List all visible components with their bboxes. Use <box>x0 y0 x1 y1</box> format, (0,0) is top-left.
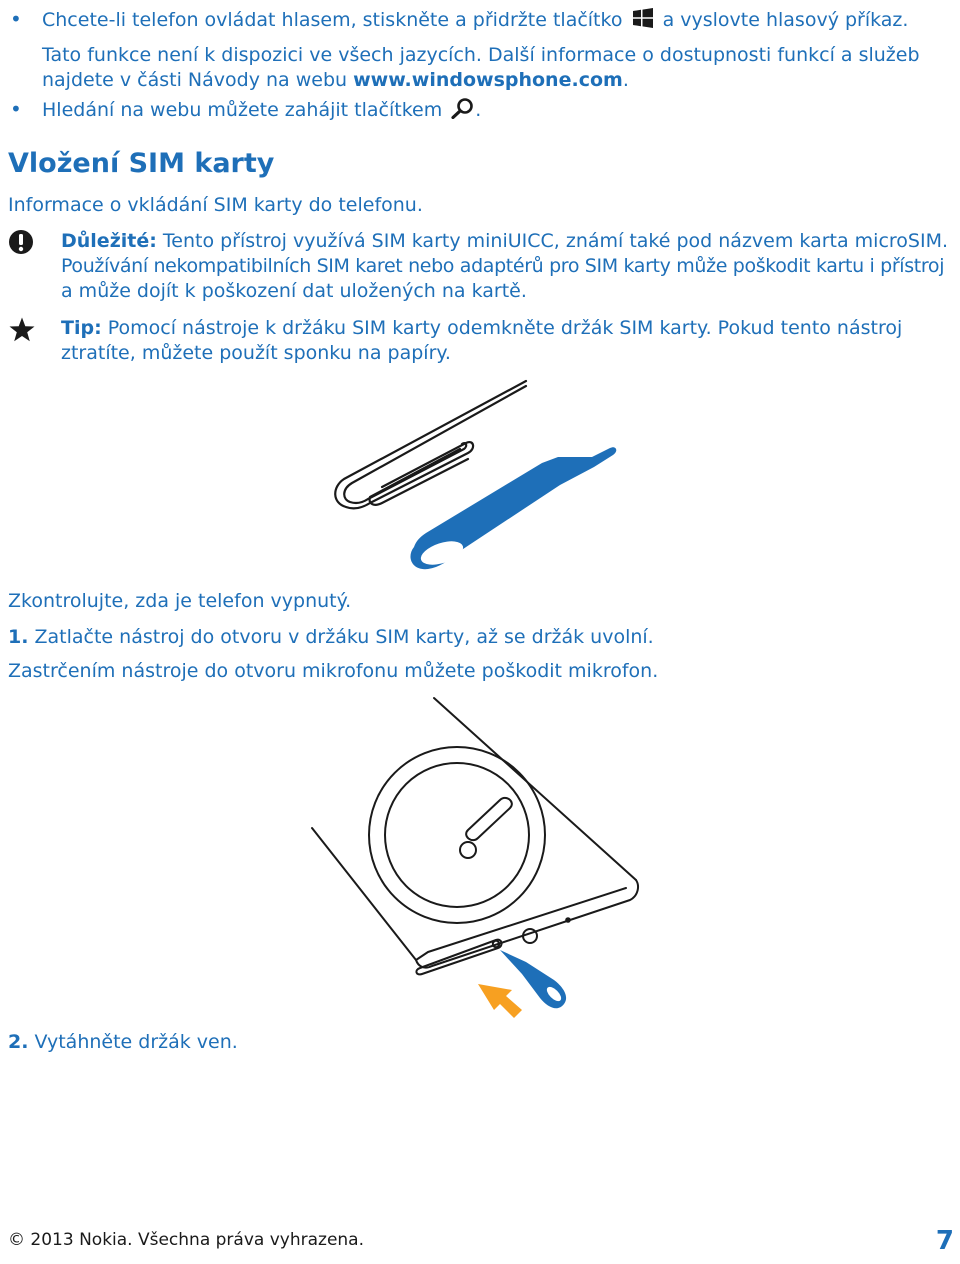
step-1-number: 1. <box>8 626 29 648</box>
voice-text-end: a vyslovte hlasový příkaz. <box>662 9 909 31</box>
windowsphone-link[interactable]: www.windowsphone.com <box>353 69 623 91</box>
bullet-dot: • <box>10 7 22 31</box>
availability-line2-end: . <box>622 69 629 91</box>
important-line2: Používání nekompatibilních SIM karet nebo adaptérů pro SIM karty může poškodit kartu i přístroj <box>61 255 945 277</box>
important-text-1: Tento přístroj využívá SIM karty miniUICC, známí také pod názvem karta microSIM. <box>162 230 949 252</box>
availability-line2 <box>42 68 629 93</box>
important-line1 <box>61 229 948 254</box>
availability-line2-text: najdete v části Návody na webu <box>42 69 354 91</box>
section-intro: Informace o vkládání SIM karty do telefonu. <box>8 194 423 216</box>
phone-edge <box>434 698 636 880</box>
tip-text-1: Pomocí nástroje k držáku SIM karty odemkněte držák SIM karty. Pokud tento nástroj <box>107 317 903 339</box>
tip-line2: ztratíte, můžete použít sponku na papíry. <box>61 342 451 364</box>
windows-icon <box>632 7 654 29</box>
exclamation-icon <box>8 229 34 255</box>
tip-label: Tip: <box>61 317 102 339</box>
important-line3: a může dojít k poškození dat uložených na kartě. <box>61 280 527 302</box>
star-icon <box>8 316 36 344</box>
copyright: © 2013 Nokia. Všechna práva vyhrazena. <box>8 1230 365 1250</box>
search-text-end: . <box>475 99 482 121</box>
step-1-text: Zatlačte nástroj do otvoru v držáku SIM karty, až se držák uvolní. <box>34 626 654 648</box>
availability-line1: Tato funkce není k dispozici ve všech jazycích. Další informace o dostupnosti funkcí a služeb <box>42 44 920 66</box>
search-icon <box>451 97 475 119</box>
voice-text: Chcete-li telefon ovládat hlasem, stiskněte a přidržte tlačítko <box>42 9 623 31</box>
page-number: 7 <box>935 1226 954 1256</box>
check-phone-off: Zkontrolujte, zda je telefon vypnutý. <box>8 590 352 612</box>
search-text: Hledání na webu můžete zahájit tlačítkem <box>42 99 443 121</box>
step-2 <box>8 1030 238 1055</box>
bullet-dot: • <box>10 97 22 121</box>
section-title: Vložení SIM karty <box>8 148 275 179</box>
sim-tool-illustration <box>330 375 630 580</box>
paper-clip-icon <box>335 381 526 508</box>
step-2-text: Vytáhněte držák ven. <box>34 1031 238 1053</box>
step-2-number: 2. <box>8 1031 29 1053</box>
phone-illustration <box>300 690 660 1020</box>
tip-line1 <box>61 316 902 341</box>
microphone-warning: Zastrčením nástroje do otvoru mikrofonu můžete poškodit mikrofon. <box>8 660 659 682</box>
important-label: Důležité: <box>61 230 157 252</box>
camera-ring <box>369 747 545 923</box>
arrow-icon <box>478 984 522 1018</box>
step-1 <box>8 625 654 650</box>
